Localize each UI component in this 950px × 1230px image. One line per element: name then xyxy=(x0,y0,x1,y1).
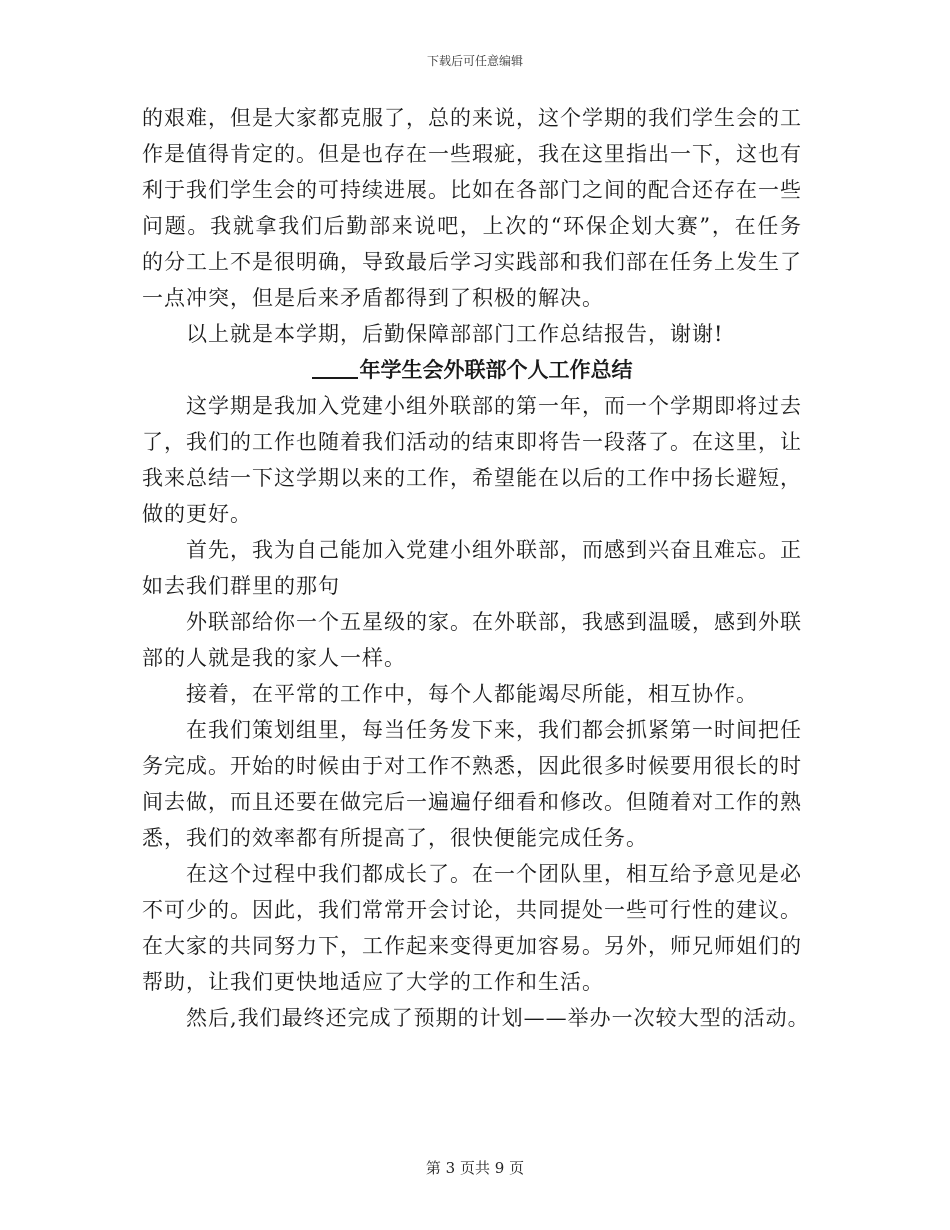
body-line: 悉，我们的效率都有所提高了，很快便能完成任务。 xyxy=(142,826,648,850)
body-line: 然后,我们最终还完成了预期的计划——举办一次较大型的活动。 xyxy=(186,1006,810,1030)
body-line: 这学期是我加入党建小组外联部的第一年，而一个学期即将过去 xyxy=(186,394,802,418)
section-title-text: 年学生会外联部个人工作总结 xyxy=(359,357,633,382)
body-line: 一点冲突，但是后来矛盾都得到了积极的解决。 xyxy=(142,286,604,310)
section-title xyxy=(142,352,802,388)
body-line: 间去做，而且还要在做完后一遍遍仔细看和修改。但随着对工作的熟 xyxy=(142,790,802,814)
body-line: 的分工上不是很明确，导致最后学习实践部和我们部在任务上发生了 xyxy=(142,250,802,274)
body-line: 不可少的。因此，我们常常开会讨论，共同提处一些可行性的建议。 xyxy=(142,898,802,922)
body-line: 务完成。开始的时候由于对工作不熟悉，因此很多时候要用很长的时 xyxy=(142,754,802,778)
body-line: 以上就是本学期，后勤保障部部门工作总结报告，谢谢! xyxy=(186,322,724,346)
body-line: 利于我们学生会的可持续进展。比如在各部门之间的配合还存在一些 xyxy=(142,178,802,202)
body-line: 外联部给你一个五星级的家。在外联部，我感到温暖，感到外联 xyxy=(186,610,802,634)
body-line: 做的更好。 xyxy=(142,502,252,526)
title-blank-underline xyxy=(312,355,358,379)
body-line: 部的人就是我的家人一样。 xyxy=(142,646,406,670)
page-number: 第 3 页共 9 页 xyxy=(425,1159,525,1177)
page-header: 下载后可任意编辑 xyxy=(426,54,523,68)
body-line: 帮助，让我们更快地适应了大学的工作和生活。 xyxy=(142,970,604,994)
body-line: 接着，在平常的工作中，每个人都能竭尽所能，相互协作。 xyxy=(186,682,758,706)
body-line: 了，我们的工作也随着我们活动的结束即将告一段落了。在这里，让 xyxy=(142,430,802,454)
body-line: 首先，我为自己能加入党建小组外联部，而感到兴奋且难忘。正 xyxy=(186,538,802,562)
body-line: 如去我们群里的那句 xyxy=(142,574,340,598)
document-body xyxy=(142,100,810,1036)
body-line: 我来总结一下这学期以来的工作，希望能在以后的工作中扬长避短， xyxy=(142,466,802,490)
body-line: 在这个过程中我们都成长了。在一个团队里，相互给予意见是必 xyxy=(186,862,802,886)
body-line: 在我们策划组里，每当任务发下来，我们都会抓紧第一时间把任 xyxy=(186,718,802,742)
body-line: 作是值得肯定的。但是也存在一些瑕疵，我在这里指出一下，这也有 xyxy=(142,142,802,166)
body-line: 的艰难，但是大家都克服了，总的来说，这个学期的我们学生会的工 xyxy=(142,106,802,130)
body-line: 在大家的共同努力下，工作起来变得更加容易。另外，师兄师姐们的 xyxy=(142,934,802,958)
body-line: 问题。我就拿我们后勤部来说吧，上次的“环保企划大赛”，在任务 xyxy=(142,214,802,238)
